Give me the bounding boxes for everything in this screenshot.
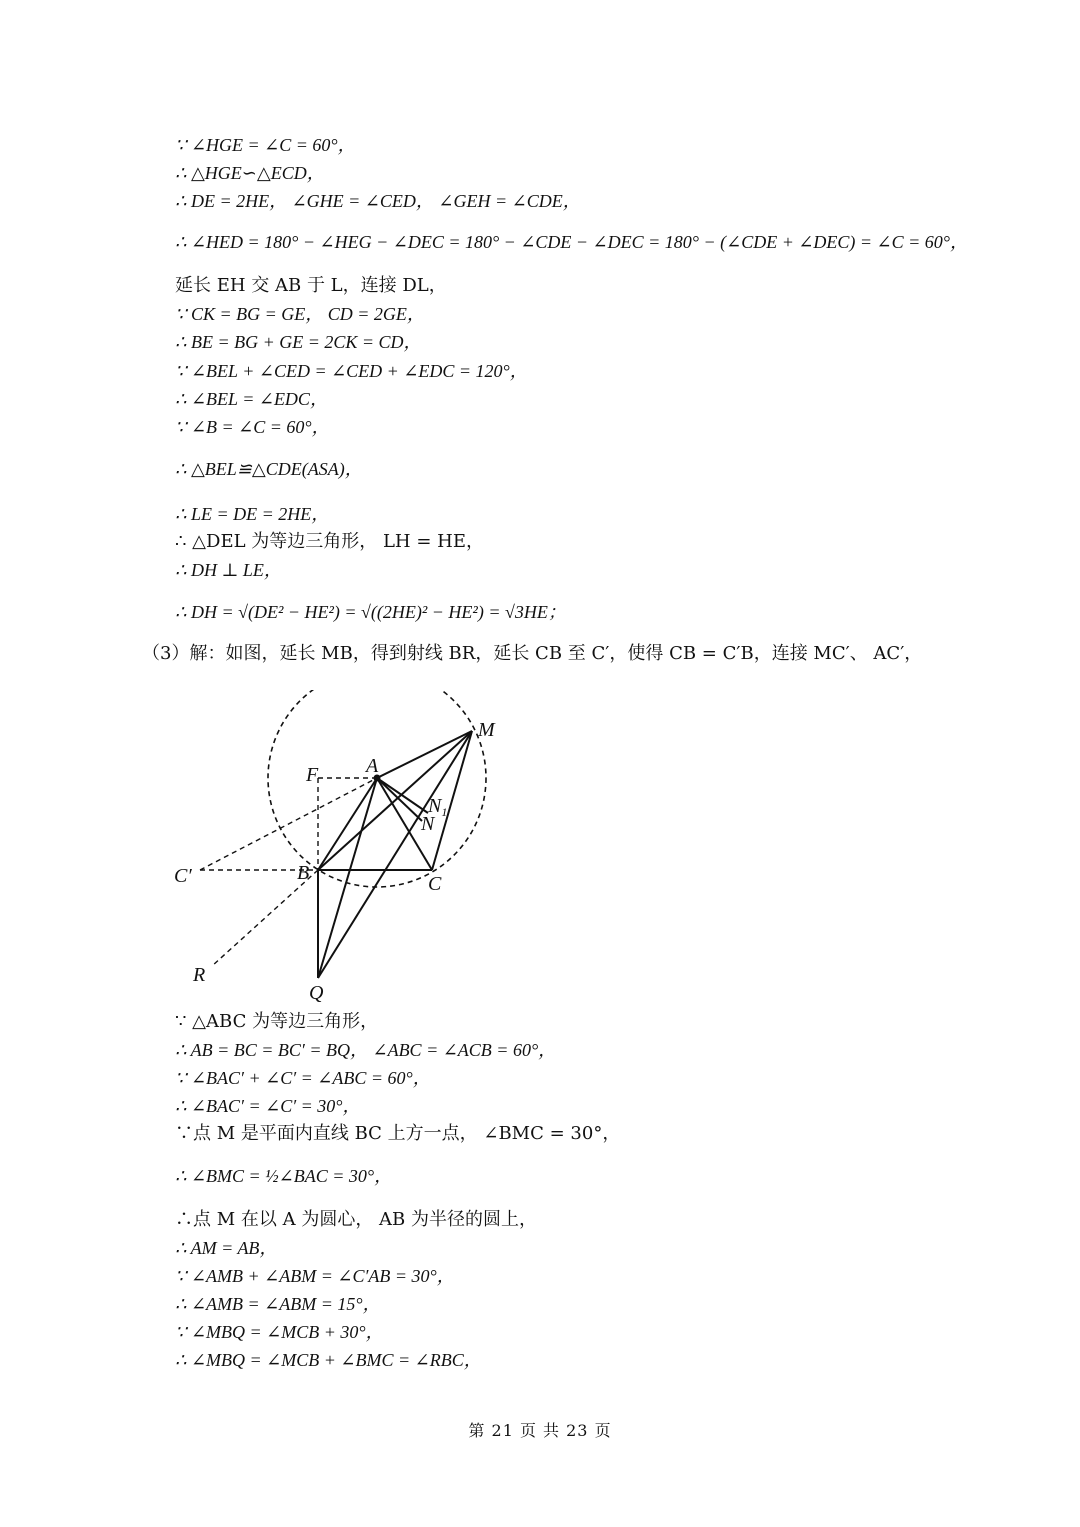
proof-line: ∴ ∠BAC′ = ∠C′ = 30°， [175,1096,361,1116]
proof-line: ∴ △DEL 为等边三角形， LH = HE， [175,531,484,552]
label-a: A [366,755,379,777]
proof-line: ∵ △ABC 为等边三角形， [175,1011,379,1032]
page-footer: 第 21 页 共 23 页 [468,1421,612,1440]
part3-heading: （3）解：如图，延长 MB，得到射线 BR，延长 CB 至 C′，使得 CB = C′B，连接 MC′、 AC′， [142,643,923,664]
label-b: B [297,862,310,884]
label-c: C [428,873,442,895]
dashed-circle [268,690,486,887]
label-q: Q [309,982,324,1004]
proof-line: ∴ ∠MBQ = ∠MCB + ∠BMC = ∠RBC， [175,1350,482,1370]
label-r: R [193,964,206,986]
proof-line: ∴ DH = √(DE² − HE²) = √((2HE)² − HE²) = √3HE； [175,602,566,622]
proof-line: ∴ ∠BMC = ½∠BAC = 30°， [175,1166,393,1186]
proof-line: ∴ ∠AMB = ∠ABM = 15°， [175,1294,381,1314]
label-m: M [478,719,495,741]
proof-line: ∴ LE = DE = 2HE， [175,504,330,524]
proof-line: 延长 EH 交 AB 于 L，连接 DL， [175,275,447,296]
dashed-lines [200,778,377,966]
proof-line: ∵ CK = BG = GE， CD = 2GE， [175,304,425,324]
proof-line: ∵点 M 是平面内直线 BC 上方一点， ∠BMC = 30°， [175,1123,621,1144]
label-n: N [421,813,435,835]
proof-line: ∵ ∠B = ∠C = 60°， [175,417,330,437]
proof-line: ∴ AB = BC = BC′ = BQ， ∠ABC = ∠ACB = 60°， [175,1040,557,1060]
solid-lines [318,731,472,978]
proof-line: ∴点 M 在以 A 为圆心， AB 为半径的圆上， [175,1209,537,1230]
proof-line: ∴ ∠BEL = ∠EDC， [175,389,328,409]
proof-line: ∴ DH ⊥ LE， [175,560,282,580]
label-f: F [306,764,319,786]
proof-line: ∴ △BEL≌△CDE(ASA)， [175,459,363,479]
proof-line: ∵ ∠BEL + ∠CED = ∠CED + ∠EDC = 120°， [175,361,528,381]
proof-line: ∵ ∠AMB + ∠ABM = ∠C′AB = 30°， [175,1266,455,1286]
label-c-prime: C′ [174,865,192,887]
proof-line: ∴ AM = AB， [175,1238,278,1258]
proof-line: ∵ ∠MBQ = ∠MCB + 30°， [175,1322,384,1342]
proof-line: ∵ ∠HGE = ∠C = 60°， [175,135,356,155]
proof-line: ∴ DE = 2HE， ∠GHE = ∠CED， ∠GEH = ∠CDE， [175,191,581,211]
proof-line: ∵ ∠BAC′ + ∠C′ = ∠ABC = 60°， [175,1068,431,1088]
proof-line: ∴ △HGE∽△ECD， [175,163,325,183]
proof-line: ∴ ∠HED = 180° − ∠HEG − ∠DEC = 180° − ∠CDE − ∠DEC = 180° − (∠CDE + ∠DEC) = ∠C = 60°， [175,232,968,252]
proof-line: ∴ BE = BG + GE = 2CK = CD， [175,332,422,352]
label-n1: $N_1$ [428,795,448,819]
geometry-figure [160,690,520,1010]
